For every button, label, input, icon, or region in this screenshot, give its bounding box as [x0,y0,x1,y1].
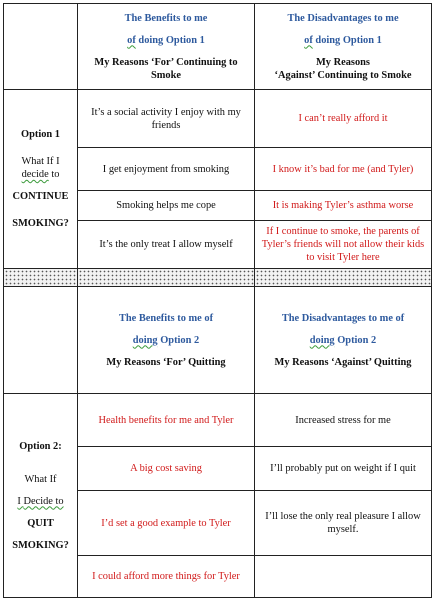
option1-label-cell [4,90,78,269]
option2-disadvantage-1: Increased stress for me [255,394,432,447]
option1-benefits-subtitle: of doing Option 1 [127,34,205,46]
option1-action-line1: CONTINUE [12,191,69,202]
option1-benefits-header [78,4,255,90]
option2-action-line1: QUIT [27,517,54,529]
option1-disadvantages-title: The Disadvantages to me [287,12,399,24]
option2-title: Option 2: [19,440,62,452]
option2-disadvantages-header [255,287,432,394]
option1-header-row [4,4,432,90]
option1-disadvantage-3: It is making Tyler’s asthma worse [255,191,432,221]
option1-disadvantage-1: I can’t really afford it [255,90,432,148]
option2-benefits-subtitle: doing Option 2 [132,334,200,346]
option2-reasons-for: My Reasons ‘For’ Quitting [106,356,226,368]
option2-header-row [4,287,432,394]
option2-action-line2: SMOKING? [12,539,69,551]
separator-row [4,269,432,287]
option1-disadvantages-subtitle: of doing Option 1 [304,34,382,46]
option1-disadvantage-4: If I continue to smoke, the parents of Tyler’s friends will not allow their kids to visit Tyler here [255,221,432,269]
option1-what-if-line1: What If I [21,156,60,167]
option1-action-line2: SMOKING? [12,218,69,229]
option2-disadvantage-4 [255,556,432,598]
option1-reasons-against-line1: My Reasons [316,56,370,68]
decision-balance-table [3,3,432,598]
option1-benefits-title: The Benefits to me [124,12,208,24]
option2-benefit-3: I’d set a good example to Tyler [78,491,255,556]
option1-disadvantage-2: I know it’s bad for me (and Tyler) [255,148,432,191]
option2-i-decide-to: I Decide to [17,495,64,507]
separator-cell-2 [78,269,255,287]
option2-benefit-4: I could afford more things for Tyler [78,556,255,598]
option1-title: Option 1 [21,129,60,140]
option2-row-1 [4,394,432,447]
option2-what-if: What If [24,473,57,485]
separator-cell-3 [255,269,432,287]
option1-row-1 [4,90,432,148]
option1-benefit-3: Smoking helps me cope [78,191,255,221]
option2-benefits-header [78,287,255,394]
option1-benefit-4: It’s the only treat I allow myself [78,221,255,269]
option2-label-cell [4,394,78,598]
option2-benefits-title: The Benefits to me of [118,312,214,324]
option2-disadvantages-title: The Disadvantages to me of [281,312,405,324]
empty-corner-cell-1 [4,4,78,90]
option2-benefit-1: Health benefits for me and Tyler [78,394,255,447]
empty-corner-cell-2 [4,287,78,394]
option1-reasons-for: My Reasons ‘For’ Continuing to Smoke [94,56,238,81]
option1-disadvantages-header [255,4,432,90]
separator-cell-1 [4,269,78,287]
option2-disadvantage-2: I’ll probably put on weight if I quit [255,447,432,491]
option1-benefit-2: I get enjoyment from smoking [78,148,255,191]
option1-benefit-1: It’s a social activity I enjoy with my friends [78,90,255,148]
option2-reasons-against: My Reasons ‘Against’ Quitting [274,356,412,368]
option1-reasons-against-line2: ‘Against’ Continuing to Smoke [274,69,412,81]
option2-disadvantage-3: I’ll lose the only real pleasure I allow myself. [255,491,432,556]
option1-decide-to: decide to [21,169,60,180]
option2-disadvantages-subtitle: doing Option 2 [309,334,377,346]
option2-benefit-2: A big cost saving [78,447,255,491]
